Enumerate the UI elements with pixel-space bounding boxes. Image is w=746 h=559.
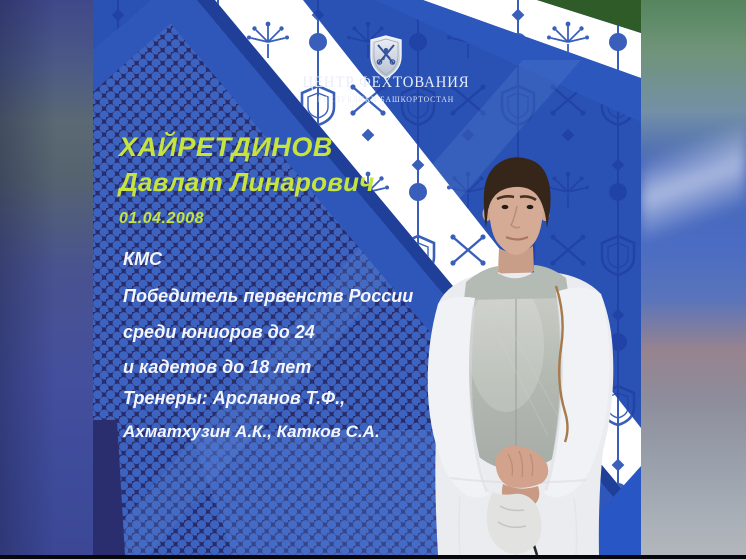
achievement-line-2: среди юниоров до 24 bbox=[123, 322, 315, 342]
right-blur-bar bbox=[641, 0, 746, 555]
achievement-line-1: Победитель первенств России bbox=[123, 286, 414, 306]
organization-title: ЦЕНТР ФЕХТОВАНИЯ bbox=[302, 74, 470, 91]
achievement-line-3: и кадетов до 18 лет bbox=[123, 357, 312, 377]
blurred-stripe-reflection bbox=[641, 110, 746, 260]
athlete-first-middle-name: Давлат Линарович bbox=[119, 167, 375, 197]
poster-card bbox=[93, 0, 641, 555]
organization-block bbox=[261, 74, 511, 104]
fencing-center-shield-icon bbox=[368, 35, 404, 79]
organization-subtitle: РЕСПУБЛИКИ БАШКОРТОСТАН bbox=[317, 95, 455, 104]
bottom-black-bar bbox=[0, 555, 746, 559]
athlete-photo bbox=[388, 136, 641, 555]
left-blur-bar bbox=[0, 0, 93, 555]
coaches-line-2: Ахматхузин А.К., Катков С.А. bbox=[123, 422, 380, 441]
coaches-line-1: Тренеры: Арсланов Т.Ф., bbox=[123, 388, 346, 408]
athlete-sport-rank: КМС bbox=[123, 249, 163, 269]
athlete-birth-date: 01.04.2008 bbox=[119, 210, 205, 227]
athlete-last-name: ХАЙРЕТДИНОВ bbox=[119, 132, 333, 162]
